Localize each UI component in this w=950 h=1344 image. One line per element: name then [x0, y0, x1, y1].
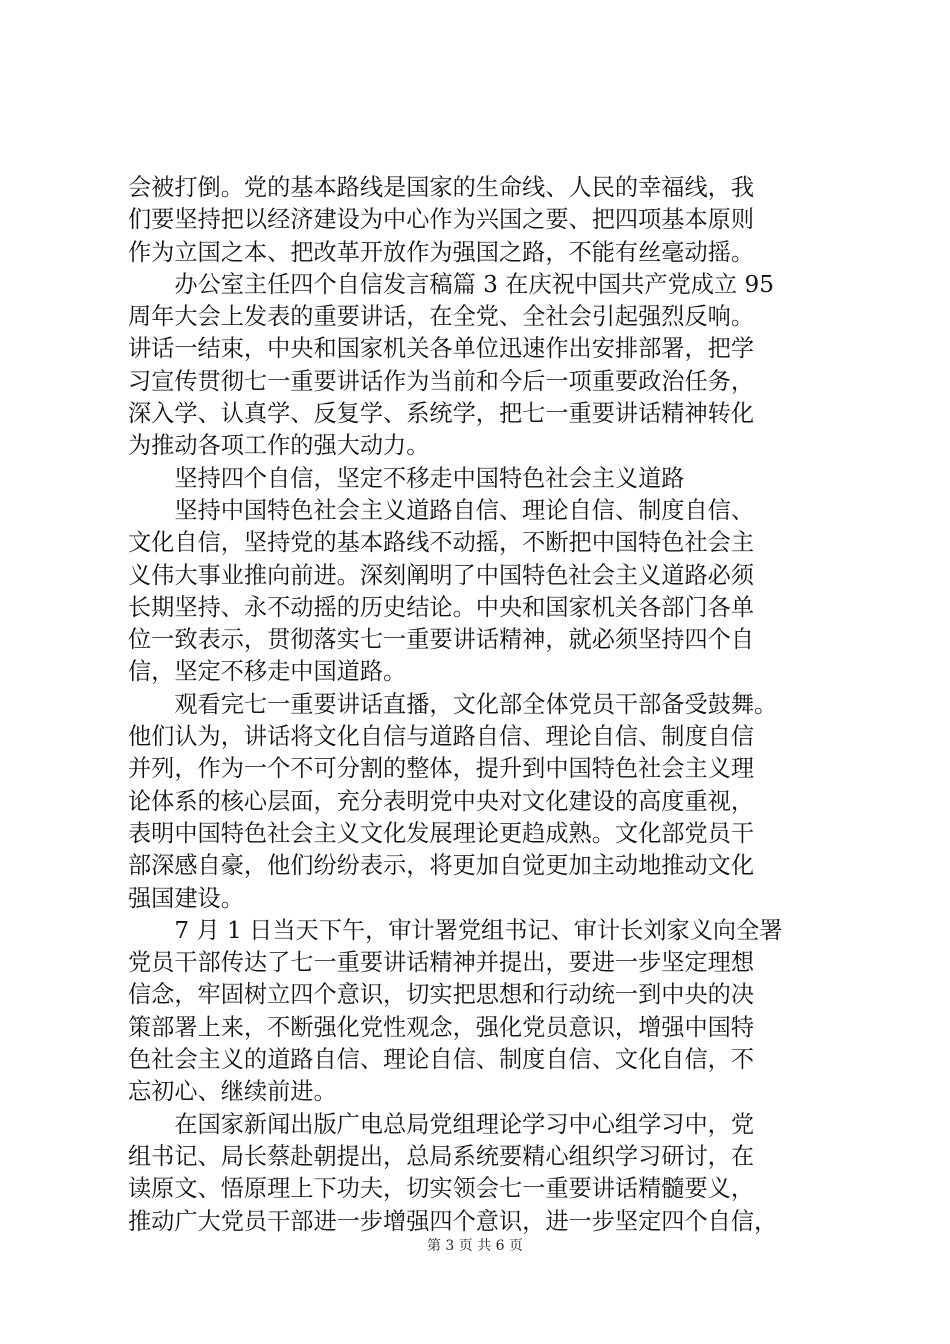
- text-line: 办公室主任四个自信发言稿篇 3 在庆祝中国共产党成立 95: [128, 270, 775, 298]
- text-line: 们要坚持把以经济建设为中心作为兴国之要、把四项基本原则: [128, 206, 755, 234]
- text-line: 党员干部传达了七一重要讲话精神并提出，要进一步坚定理想: [128, 949, 755, 977]
- text-line: 位一致表示，贯彻落实七一重要讲话精神，就必须坚持四个自: [128, 626, 755, 654]
- body-text: [128, 172, 848, 1238]
- text-line: 他们认为，讲话将文化自信与道路自信、理论自信、制度自信: [128, 723, 755, 751]
- text-line: 观看完七一重要讲话直播，文化部全体党员干部备受鼓舞。: [128, 690, 778, 718]
- text-line: 讲话一结束，中央和国家机关各单位迅速作出安排部署，把学: [128, 335, 755, 363]
- text-line: 坚持中国特色社会主义道路自信、理论自信、制度自信、: [128, 496, 755, 524]
- text-line: 信，坚定不移走中国道路。: [128, 658, 407, 686]
- section-heading: 坚持四个自信，坚定不移走中国特色社会主义道路: [128, 464, 685, 492]
- text-line: 文化自信，坚持党的基本路线不动摇，不断把中国特色社会主: [128, 529, 755, 557]
- text-line: 周年大会上发表的重要讲话，在全党、全社会引起强烈反响。: [128, 303, 755, 331]
- text-line: 读原文、悟原理上下功夫，切实领会七一重要讲话精髓要义，: [128, 1175, 755, 1203]
- page-footer: [0, 1235, 950, 1255]
- text-line: 部深感自豪，他们纷纷表示，将更加自觉更加主动地推动文化: [128, 852, 755, 880]
- text-line: 长期坚持、永不动摇的历史结论。中央和国家机关各部门各单: [128, 593, 755, 621]
- text-line: 深入学、认真学、反复学、系统学，把七一重要讲话精神转化: [128, 400, 755, 428]
- text-line: 作为立国之本、把改革开放作为强国之路，不能有丝毫动摇。: [128, 238, 755, 266]
- text-line: 为推动各项工作的强大动力。: [128, 432, 430, 460]
- text-line: 习宣传贯彻七一重要讲话作为当前和今后一项重要政治任务，: [128, 367, 755, 395]
- text-line: 色社会主义的道路自信、理论自信、制度自信、文化自信，不: [128, 1046, 755, 1074]
- text-line: 义伟大事业推向前进。深刻阐明了中国特色社会主义道路必须: [128, 561, 755, 589]
- text-line: 论体系的核心层面，充分表明党中央对文化建设的高度重视，: [128, 787, 755, 815]
- text-line: 忘初心、继续前进。: [128, 1078, 337, 1106]
- text-line: 7 月 1 日当天下午，审计署党组书记、审计长刘家义向全署: [128, 916, 783, 944]
- text-line: 在国家新闻出版广电总局党组理论学习中心组学习中，党: [128, 1110, 755, 1138]
- text-line: 并列，作为一个不可分割的整体，提升到中国特色社会主义理: [128, 755, 755, 783]
- text-line: 策部署上来，不断强化党性观念，强化党员意识，增强中国特: [128, 1013, 755, 1041]
- text-line: 会被打倒。党的基本路线是国家的生命线、人民的幸福线，我: [128, 174, 755, 201]
- text-line: 推动广大党员干部进一步增强四个意识，进一步坚定四个自信，: [128, 1207, 778, 1235]
- page-number: 第 3 页 共 6 页: [426, 1238, 524, 1254]
- text-line: 强国建设。: [128, 884, 244, 912]
- text-line: 表明中国特色社会主义文化发展理论更趋成熟。文化部党员干: [128, 819, 755, 847]
- text-line: 信念，牢固树立四个意识，切实把思想和行动统一到中央的决: [128, 981, 755, 1009]
- text-line: 组书记、局长蔡赴朝提出，总局系统要精心组织学习研讨，在: [128, 1142, 755, 1170]
